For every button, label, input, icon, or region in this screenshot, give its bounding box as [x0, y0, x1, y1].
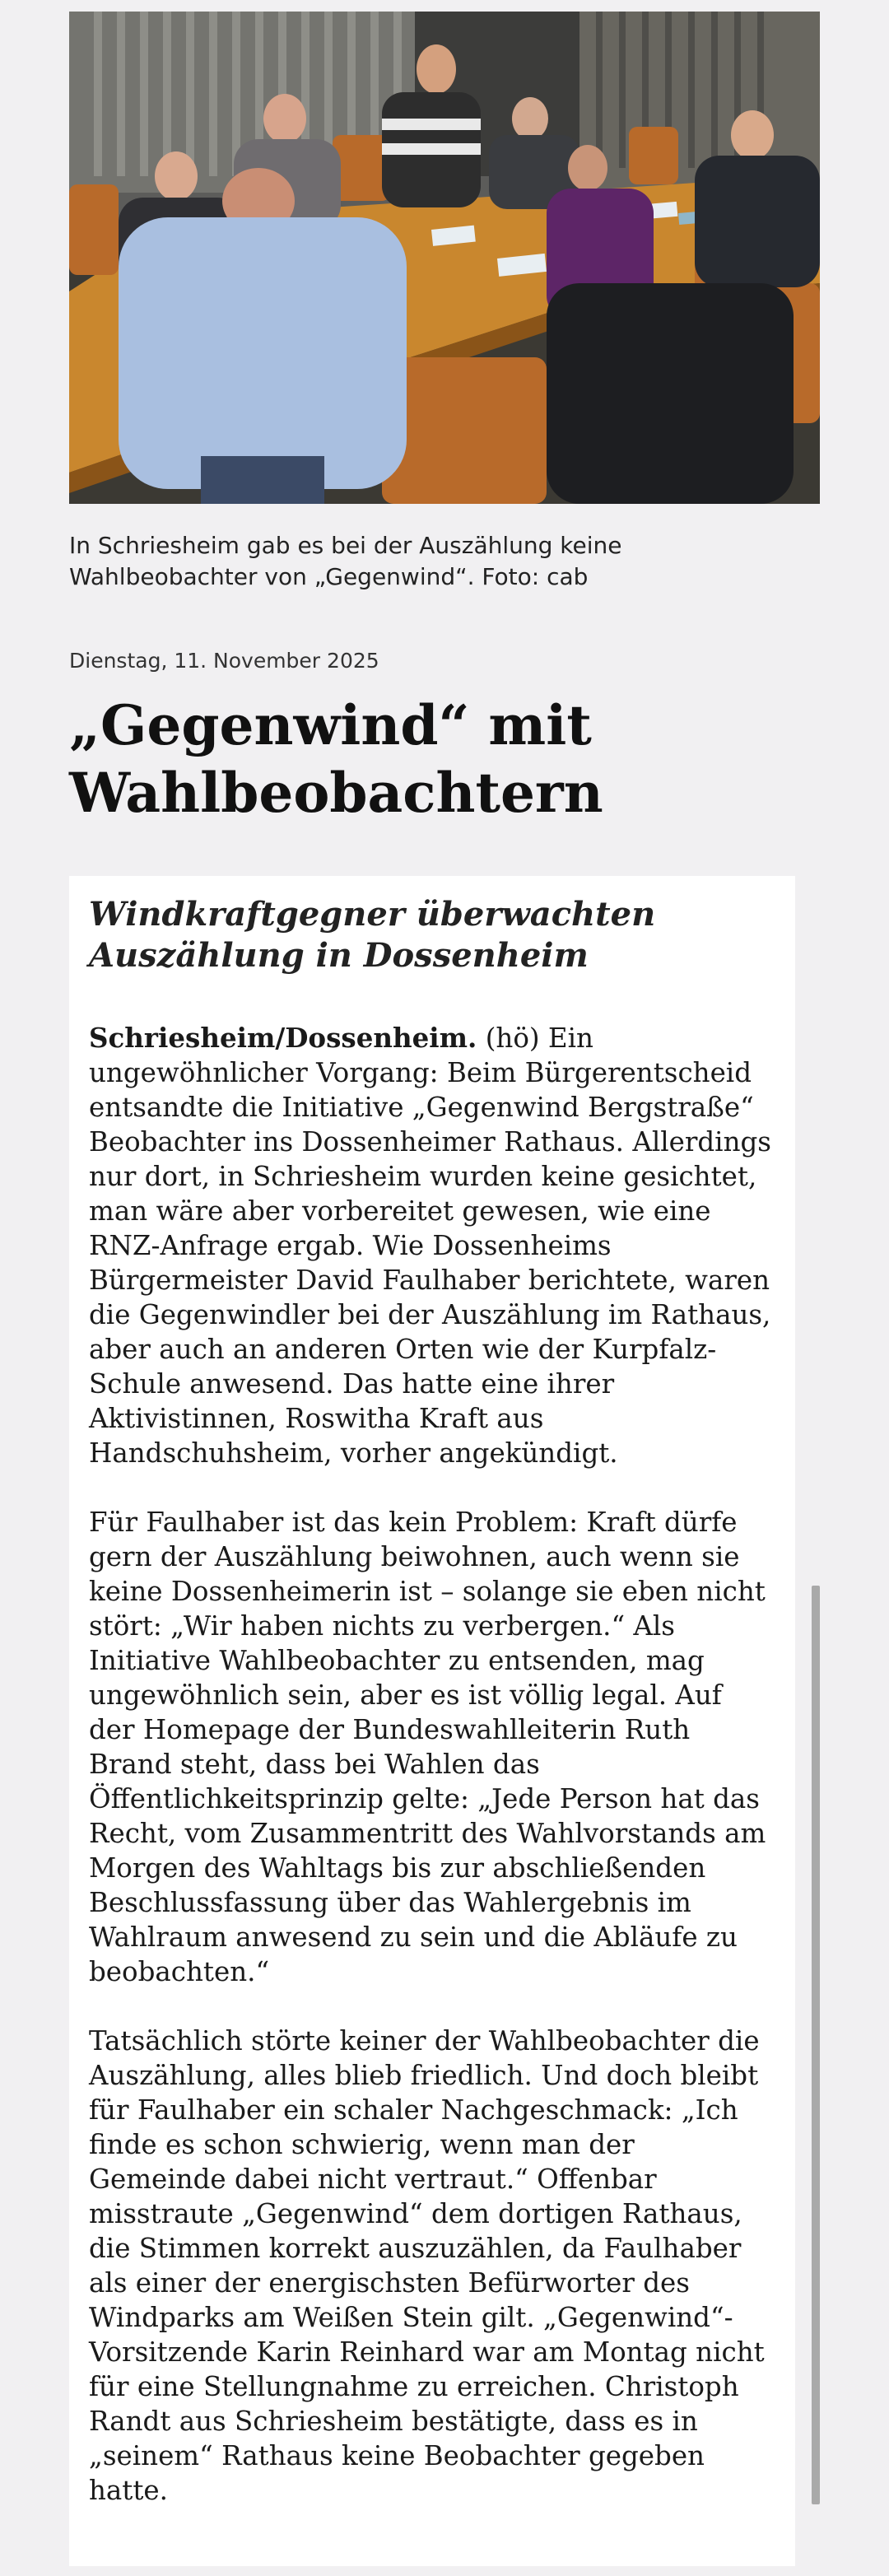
photo-counting-room — [69, 12, 820, 504]
article-subheadline: Windkraftgegner überwachten Auszählung in Dossenheim — [89, 895, 656, 975]
article-body — [69, 876, 795, 2566]
article-paragraph-1 — [89, 1021, 775, 1470]
article-photo — [69, 12, 820, 504]
article-paragraph-3: Tatsächlich störte keiner der Wahlbeobachter die Auszählung, alles blieb friedlich. Und doch bleibt für Faulhaber ein schaler Nachgeschmack: „Ich finde es schon schwierig, wenn man der Gemeinde dabei nicht vertraut.“ Offenbar misstraute „Gegenwind“ dem dortigen Rathaus, die Stimmen korrekt auszuzählen, da Faulhaber als einer der energischsten Befürworter des Windparks am Weißen Stein gilt. „Gegenwind“-Vorsitzende Karin Reinhard war am Montag nicht für eine Stellungnahme zu erreichen. Christoph Randt aus Schriesheim bestätigte, dass es in „seinem“ Rathaus keine Beobachter gegeben hatte. — [89, 2025, 765, 2506]
photo-caption: In Schriesheim gab es bei der Auszählung keine Wahlbeobachter von „Gegenwind“. Foto: cab — [69, 532, 622, 590]
article-dateline: Schriesheim/Dossenheim. — [89, 1022, 477, 1054]
article-headline: „Gegenwind“ mit Wahlbeobachtern — [69, 693, 603, 825]
scrollbar-thumb[interactable] — [812, 1586, 820, 2504]
paragraph-text: (hö) Ein ungewöhnlicher Vorgang: Beim Bürgerentscheid entsandte die Initiative „Gegenwind Bergstraße“ Beobachter ins Dossenheimer Rathaus. Allerdings nur dort, in Schriesheim wurden keine gesichtet, man wäre aber vorbereitet gewesen, wie eine RNZ-Anfrage ergab. Wie Dossenheims Bürgermeister David Faulhaber berichtete, waren die Gegenwindler bei der Auszählung im Rathaus, aber auch an anderen Orten wie der Kurpfalz-Schule anwesend. Das hatte eine ihrer Aktivistinnen, Roswitha Kraft aus Handschuhsheim, vorher angekündigt. — [89, 1022, 771, 1469]
article-paragraph-2: Für Faulhaber ist das kein Problem: Kraft dürfe gern der Auszählung beiwohnen, auch wenn sie keine Dossenheimerin ist – solange sie eben nicht stört: „Wir haben nichts zu verbergen.“ Als Initiative Wahlbeobachter zu entsenden, mag ungewöhnlich sein, aber es ist völlig legal. Auf der Homepage der Bundeswahlleiterin Ruth Brand steht, dass bei Wahlen das Öffentlichkeitsprinzip gelte: „Jede Person hat das Recht, vom Zusammentritt des Wahlvorstands am Morgen des Wahltags bis zur abschließenden Beschlussfassung über das Wahlergebnis im Wahlraum anwesend zu sein und die Abläufe zu beobachten.“ — [89, 1507, 766, 1987]
publish-date: Dienstag, 11. November 2025 — [69, 649, 379, 673]
